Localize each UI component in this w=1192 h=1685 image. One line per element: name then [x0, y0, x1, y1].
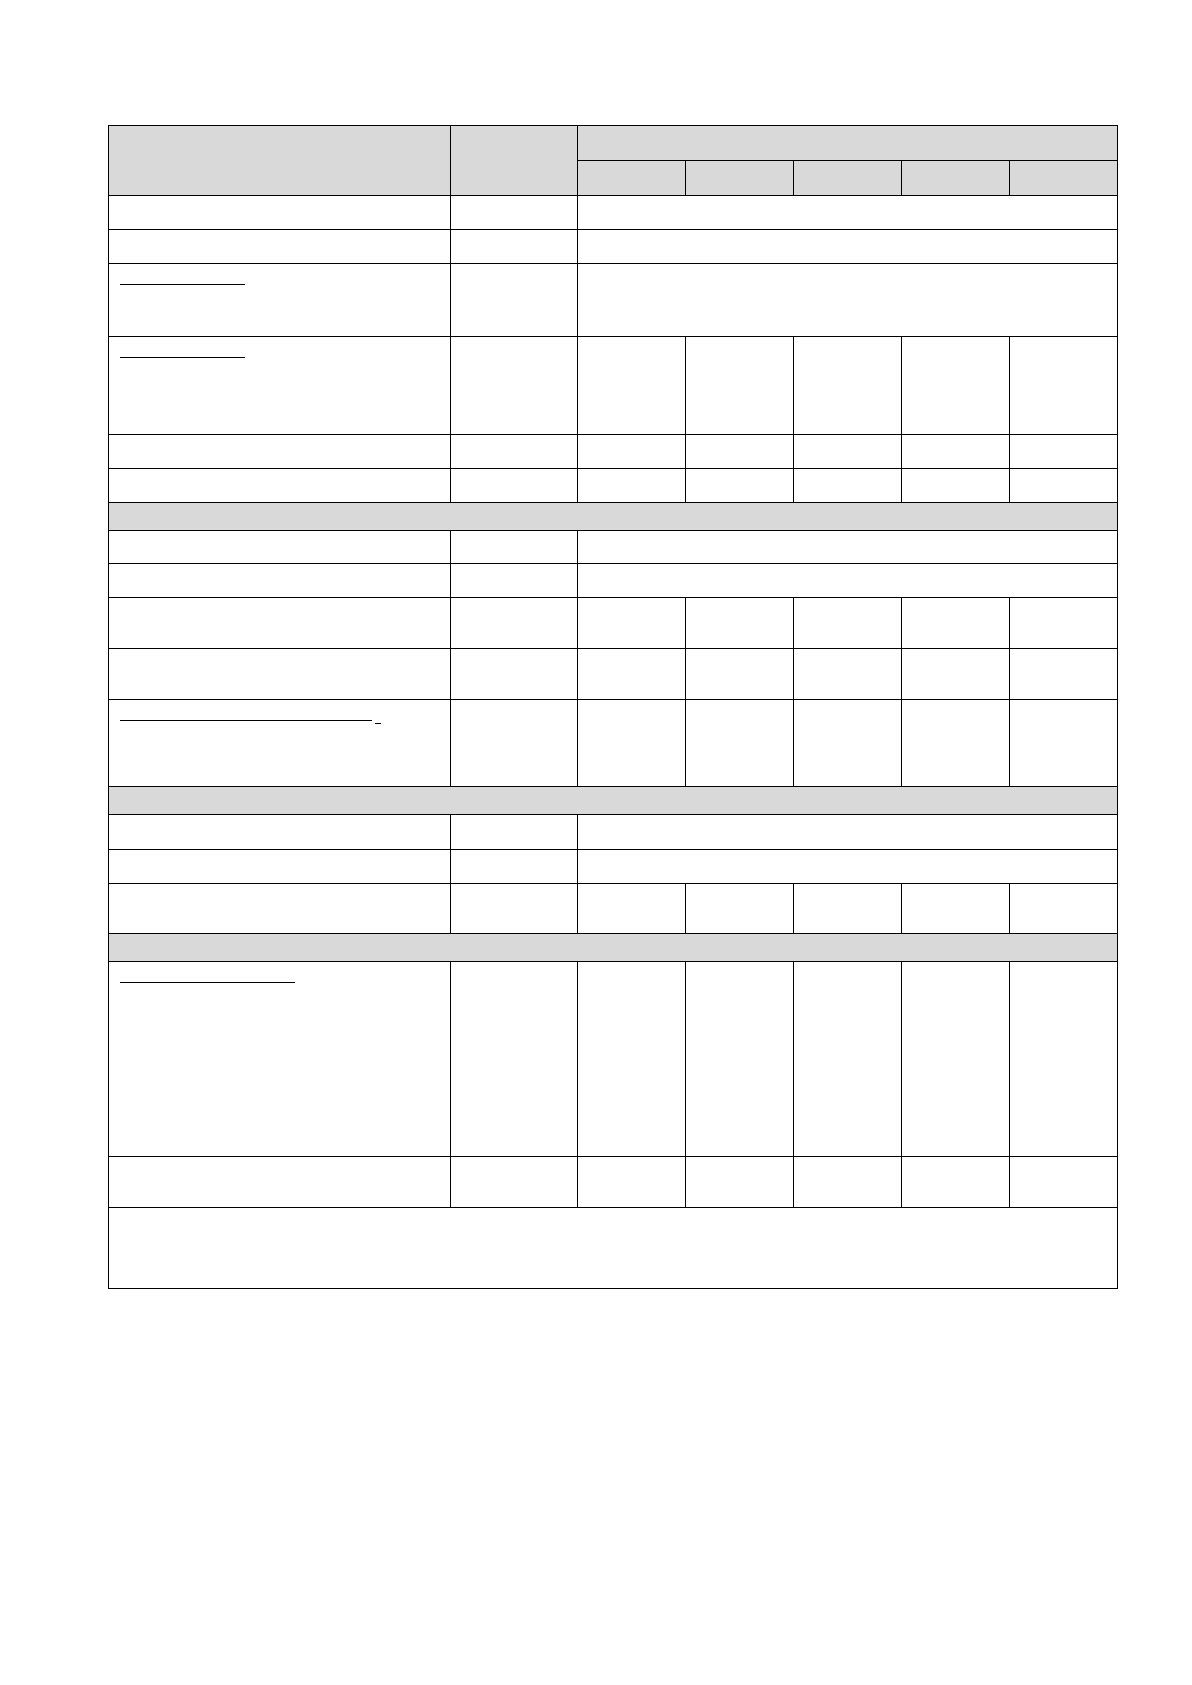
label-cell [109, 649, 451, 700]
code-cell [451, 1157, 578, 1208]
form-table [108, 125, 1118, 1289]
label-cell [109, 230, 451, 264]
merged-value-cell[interactable] [578, 230, 1118, 264]
value-cell[interactable] [686, 435, 794, 469]
value-cell[interactable] [794, 1157, 902, 1208]
value-cell[interactable] [578, 700, 686, 787]
value-cell[interactable] [578, 884, 686, 934]
value-cell[interactable] [794, 598, 902, 649]
value-cell[interactable] [686, 884, 794, 934]
code-cell [451, 962, 578, 1157]
value-cell[interactable] [1010, 469, 1118, 503]
label-cell [109, 884, 451, 934]
value-cell[interactable] [578, 469, 686, 503]
underline-tick [375, 723, 381, 724]
label-cell [109, 469, 451, 503]
value-cell[interactable] [1010, 337, 1118, 435]
header-sub-cell-1 [578, 161, 686, 196]
value-cell[interactable] [686, 337, 794, 435]
label-cell [109, 435, 451, 469]
code-cell [451, 469, 578, 503]
section-band [109, 787, 1118, 815]
code-cell [451, 649, 578, 700]
label-cell [109, 531, 451, 564]
label-cell [109, 850, 451, 884]
value-cell[interactable] [902, 435, 1010, 469]
code-cell [451, 196, 578, 230]
value-cell[interactable] [686, 598, 794, 649]
code-cell [451, 700, 578, 787]
value-cell[interactable] [794, 435, 902, 469]
label-cell-underlined [109, 337, 451, 435]
value-cell[interactable] [1010, 1157, 1118, 1208]
label-cell [109, 196, 451, 230]
merged-value-cell[interactable] [578, 815, 1118, 850]
value-cell[interactable] [578, 1157, 686, 1208]
value-cell[interactable] [794, 337, 902, 435]
code-cell [451, 230, 578, 264]
code-cell [451, 531, 578, 564]
code-cell [451, 850, 578, 884]
value-cell[interactable] [578, 337, 686, 435]
code-cell [451, 337, 578, 435]
header-sub-cell-3 [794, 161, 902, 196]
label-cell [109, 564, 451, 598]
code-cell [451, 435, 578, 469]
section-band [109, 503, 1118, 531]
value-cell[interactable] [686, 962, 794, 1157]
value-cell[interactable] [686, 1157, 794, 1208]
merged-value-cell[interactable] [578, 850, 1118, 884]
value-cell[interactable] [902, 700, 1010, 787]
label-cell-underlined [109, 700, 451, 787]
value-cell[interactable] [794, 469, 902, 503]
merged-value-cell[interactable] [578, 196, 1118, 230]
header-group-cell [578, 126, 1118, 161]
value-cell[interactable] [902, 1157, 1010, 1208]
value-cell[interactable] [902, 884, 1010, 934]
value-cell[interactable] [578, 435, 686, 469]
code-cell [451, 598, 578, 649]
value-cell[interactable] [902, 649, 1010, 700]
value-cell[interactable] [1010, 700, 1118, 787]
code-cell [451, 564, 578, 598]
code-cell [451, 815, 578, 850]
header-code-cell [451, 126, 578, 196]
value-cell[interactable] [794, 700, 902, 787]
label-cell [109, 1157, 451, 1208]
value-cell[interactable] [794, 884, 902, 934]
value-cell[interactable] [902, 469, 1010, 503]
value-cell[interactable] [794, 649, 902, 700]
label-cell-underlined [109, 264, 451, 337]
value-cell[interactable] [578, 598, 686, 649]
header-sub-cell-5 [1010, 161, 1118, 196]
merged-value-cell[interactable] [578, 564, 1118, 598]
header-label-cell [109, 126, 451, 196]
merged-value-cell[interactable] [578, 264, 1118, 337]
value-cell[interactable] [1010, 435, 1118, 469]
value-cell[interactable] [686, 469, 794, 503]
value-cell[interactable] [578, 649, 686, 700]
value-cell[interactable] [578, 962, 686, 1157]
code-cell [451, 884, 578, 934]
label-cell [109, 815, 451, 850]
value-cell[interactable] [1010, 962, 1118, 1157]
value-cell[interactable] [1010, 598, 1118, 649]
value-cell[interactable] [902, 598, 1010, 649]
underline [120, 357, 245, 358]
notes-cell[interactable] [109, 1208, 1118, 1289]
underline [120, 284, 245, 285]
value-cell[interactable] [686, 700, 794, 787]
underline [120, 720, 372, 721]
value-cell[interactable] [902, 337, 1010, 435]
section-band [109, 934, 1118, 962]
value-cell[interactable] [1010, 649, 1118, 700]
value-cell[interactable] [794, 962, 902, 1157]
header-sub-cell-4 [902, 161, 1010, 196]
value-cell[interactable] [686, 649, 794, 700]
value-cell[interactable] [902, 962, 1010, 1157]
header-sub-cell-2 [686, 161, 794, 196]
underline [120, 982, 295, 983]
code-cell [451, 264, 578, 337]
label-cell-underlined [109, 962, 451, 1157]
value-cell[interactable] [1010, 884, 1118, 934]
label-cell [109, 598, 451, 649]
merged-value-cell[interactable] [578, 531, 1118, 564]
